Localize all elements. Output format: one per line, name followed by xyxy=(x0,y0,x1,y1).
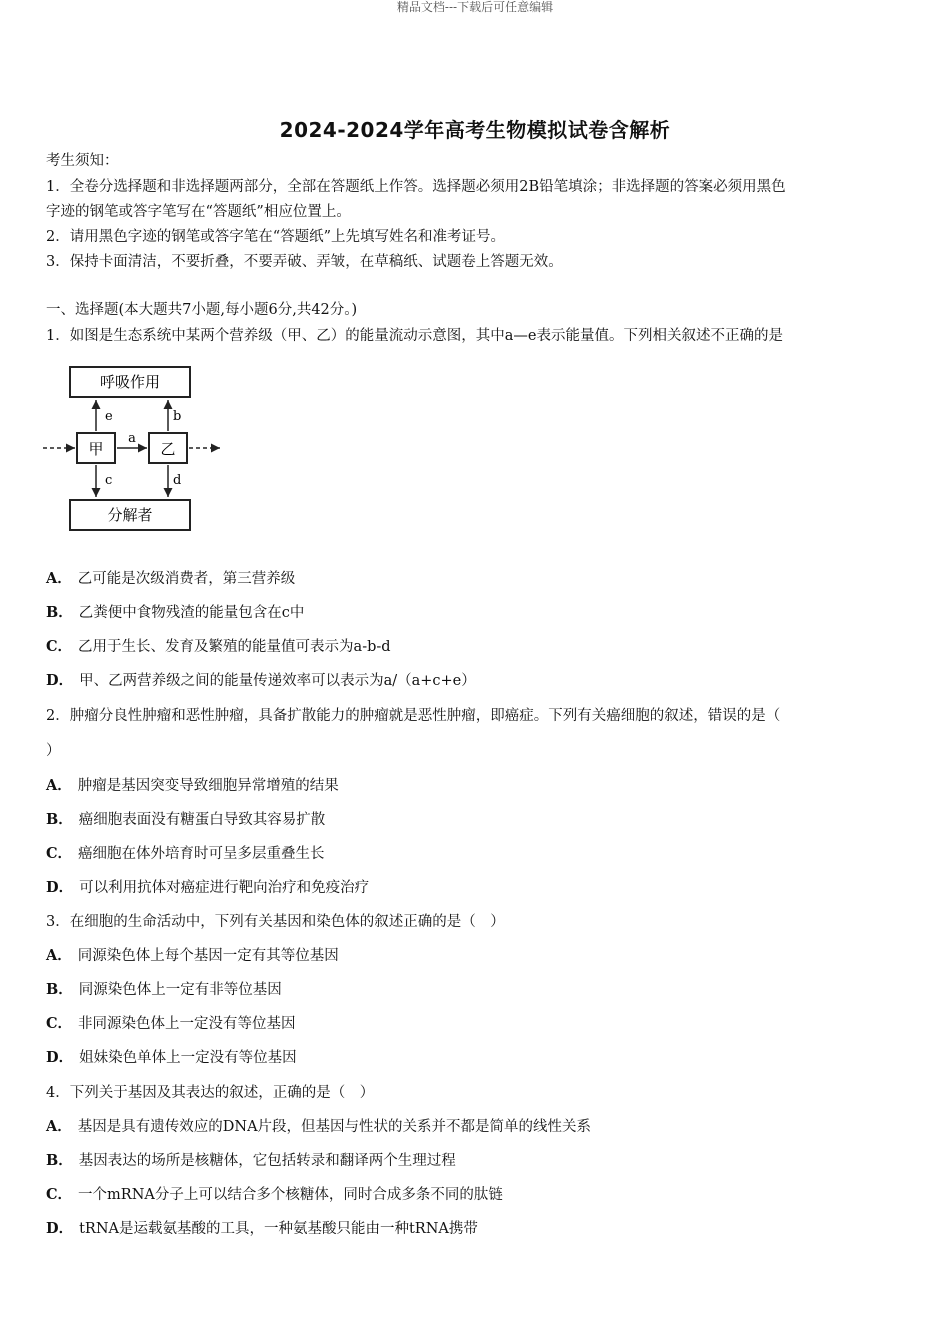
question-stem-continuation: ） xyxy=(46,743,61,759)
notice-heading: 考生须知： xyxy=(46,153,119,169)
section-heading: 一、选择题(本大题共7小题,每小题6分,共42分。) xyxy=(46,302,358,318)
option-item: D． 姐妹染色单体上一定没有等位基因 xyxy=(46,1049,297,1066)
arrow-d-label: d xyxy=(173,473,182,488)
page-title: 2024-2024学年高考生物模拟试卷含解析 xyxy=(279,118,671,142)
option-item: C． 癌细胞在体外培育时可呈多层重叠生长 xyxy=(46,845,325,862)
arrow-b-label: b xyxy=(173,409,182,424)
option-item: A． 同源染色体上每个基因一定有其等位基因 xyxy=(46,947,339,964)
energy-flow-diagram xyxy=(40,360,230,542)
node-yi xyxy=(149,433,187,463)
option-item: C． 乙用于生长、发育及繁殖的能量值可表示为a-b-d xyxy=(46,638,391,655)
option-item: D． 甲、乙两营养级之间的能量传递效率可以表示为a/（a+c+e） xyxy=(46,672,476,689)
arrow-c-label: c xyxy=(105,473,113,488)
respiration-box xyxy=(70,367,190,397)
svg-text:乙: 乙 xyxy=(160,440,176,458)
svg-text:甲: 甲 xyxy=(88,440,104,458)
question-stem: 1．如图是生态系统中某两个营养级（甲、乙）的能量流动示意图，其中a—e表示能量值。下列相关叙述不正确的是 xyxy=(46,328,783,344)
svg-text:呼吸作用: 呼吸作用 xyxy=(99,373,161,391)
option-item: B． 乙粪便中食物残渣的能量包含在c中 xyxy=(46,604,305,621)
question-stem: 3．在细胞的生命活动中，下列有关基因和染色体的叙述正确的是（ ） xyxy=(46,914,505,930)
svg-text:分解者: 分解者 xyxy=(107,506,153,524)
notice-item: 3．保持卡面清洁，不要折叠，不要弄破、弄皱，在草稿纸、试题卷上答题无效。 xyxy=(46,254,563,270)
option-item: C． 一个mRNA分子上可以结合多个核糖体，同时合成多条不同的肽链 xyxy=(46,1186,503,1203)
node-jia xyxy=(77,433,115,463)
question-stem: 4．下列关于基因及其表达的叙述，正确的是（ ） xyxy=(46,1085,375,1101)
notice-item: 字迹的钢笔或答字笔写在“答题纸”相应位置上。 xyxy=(46,204,351,220)
option-item: C． 非同源染色体上一定没有等位基因 xyxy=(46,1015,296,1032)
arrow-e-label: e xyxy=(105,409,113,424)
option-item: D． 可以利用抗体对癌症进行靶向治疗和免疫治疗 xyxy=(46,879,370,896)
arrow-a-label: a xyxy=(128,431,136,446)
option-item: B． 癌细胞表面没有糖蛋白导致其容易扩散 xyxy=(46,811,326,828)
notice-item: 2．请用黑色字迹的钢笔或答字笔在“答题纸”上先填写姓名和准考证号。 xyxy=(46,229,506,245)
option-item: B． 基因表达的场所是核糖体，它包括转录和翻译两个生理过程 xyxy=(46,1152,456,1169)
option-item: A． 乙可能是次级消费者，第三营养级 xyxy=(46,570,296,587)
question-stem: 2．肿瘤分良性肿瘤和恶性肿瘤，具备扩散能力的肿瘤就是恶性肿瘤，即癌症。下列有关癌细胞的叙述，错误的是（ xyxy=(46,708,781,724)
option-item: A． 基因是具有遗传效应的DNA片段，但基因与性状的关系并不都是简单的线性关系 xyxy=(46,1118,592,1135)
option-item: B． 同源染色体上一定有非等位基因 xyxy=(46,981,282,998)
header-note: 精品文档---下载后可任意编辑 xyxy=(396,0,554,14)
option-item: D． tRNA是运载氨基酸的工具，一种氨基酸只能由一种tRNA携带 xyxy=(46,1220,478,1237)
decomposer-box xyxy=(70,500,190,530)
notice-item: 1．全卷分选择题和非选择题两部分，全部在答题纸上作答。选择题必须用2B铅笔填涂；非选择题的答案必须用黑色 xyxy=(46,179,786,195)
option-item: A． 肿瘤是基因突变导致细胞异常增殖的结果 xyxy=(46,777,339,794)
